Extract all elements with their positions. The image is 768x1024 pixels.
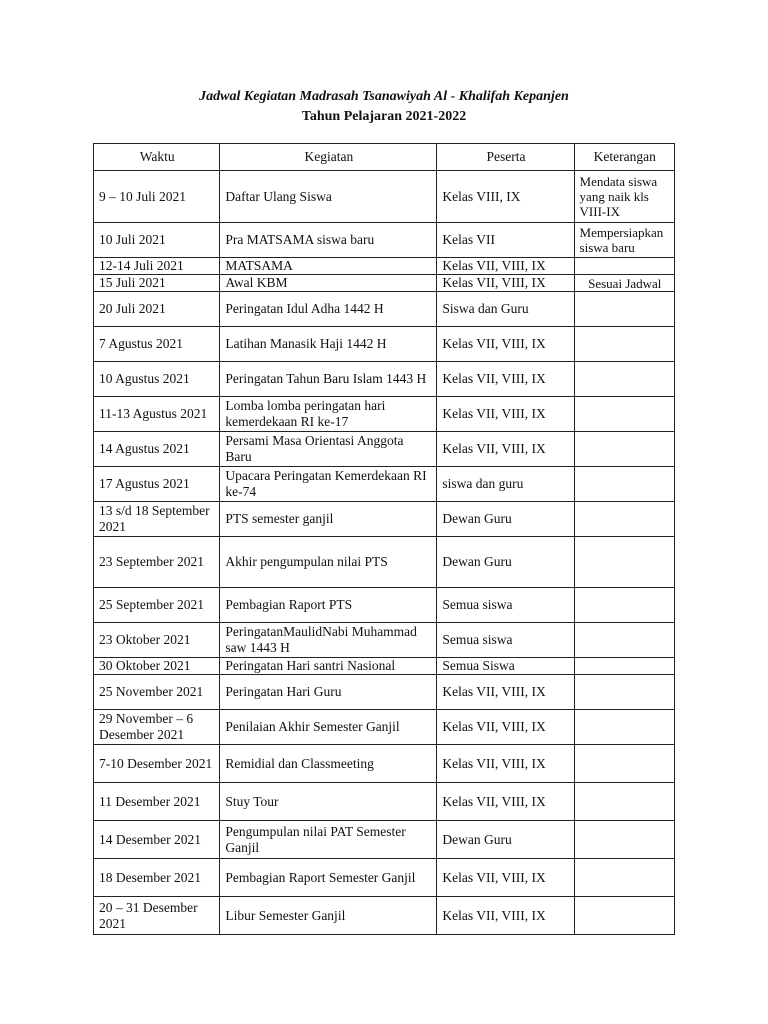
cell-kegiatan: Stuy Tour bbox=[220, 783, 437, 821]
cell-keterangan bbox=[574, 502, 674, 537]
cell-kegiatan: Peringatan Hari Guru bbox=[220, 675, 437, 710]
cell-keterangan bbox=[574, 467, 674, 502]
table-row bbox=[94, 821, 675, 859]
cell-keterangan bbox=[574, 783, 674, 821]
cell-waktu: 12-14 Juli 2021 bbox=[94, 258, 220, 275]
cell-kegiatan: Latihan Manasik Haji 1442 H bbox=[220, 327, 437, 362]
cell-peserta: Kelas VII, VIII, IX bbox=[437, 327, 574, 362]
cell-waktu: 7-10 Desember 2021 bbox=[94, 745, 220, 783]
cell-kegiatan: Peringatan Hari santri Nasional bbox=[220, 658, 437, 675]
table-row bbox=[94, 258, 675, 275]
cell-waktu: 14 Agustus 2021 bbox=[94, 432, 220, 467]
cell-kegiatan: Pembagian Raport Semester Ganjil bbox=[220, 859, 437, 897]
cell-keterangan: Mempersiapkan siswa baru bbox=[574, 223, 674, 258]
cell-peserta: Kelas VII, VIII, IX bbox=[437, 397, 574, 432]
cell-peserta: Semua siswa bbox=[437, 588, 574, 623]
table-row bbox=[94, 710, 675, 745]
header-peserta: Peserta bbox=[437, 144, 574, 171]
cell-peserta: Kelas VII, VIII, IX bbox=[437, 783, 574, 821]
table-row bbox=[94, 897, 675, 935]
cell-kegiatan: Peringatan Tahun Baru Islam 1443 H bbox=[220, 362, 437, 397]
cell-waktu: 15 Juli 2021 bbox=[94, 275, 220, 292]
cell-keterangan bbox=[574, 859, 674, 897]
cell-keterangan bbox=[574, 588, 674, 623]
cell-waktu: 11 Desember 2021 bbox=[94, 783, 220, 821]
cell-kegiatan: PeringatanMaulidNabi Muhammad saw 1443 H bbox=[220, 623, 437, 658]
table-row bbox=[94, 171, 675, 223]
cell-keterangan bbox=[574, 623, 674, 658]
cell-kegiatan: Remidial dan Classmeeting bbox=[220, 745, 437, 783]
cell-waktu: 14 Desember 2021 bbox=[94, 821, 220, 859]
cell-keterangan bbox=[574, 710, 674, 745]
cell-peserta: Siswa dan Guru bbox=[437, 292, 574, 327]
cell-peserta: Kelas VII, VIII, IX bbox=[437, 710, 574, 745]
cell-keterangan bbox=[574, 821, 674, 859]
cell-keterangan bbox=[574, 897, 674, 935]
cell-peserta: Kelas VIII, IX bbox=[437, 171, 574, 223]
cell-waktu: 11-13 Agustus 2021 bbox=[94, 397, 220, 432]
cell-peserta: Kelas VII, VIII, IX bbox=[437, 432, 574, 467]
cell-waktu: 10 Agustus 2021 bbox=[94, 362, 220, 397]
table-row bbox=[94, 362, 675, 397]
cell-waktu: 23 September 2021 bbox=[94, 537, 220, 588]
cell-waktu: 20 Juli 2021 bbox=[94, 292, 220, 327]
cell-waktu: 23 Oktober 2021 bbox=[94, 623, 220, 658]
cell-waktu: 20 – 31 Desember 2021 bbox=[94, 897, 220, 935]
cell-keterangan bbox=[574, 258, 674, 275]
cell-kegiatan: Libur Semester Ganjil bbox=[220, 897, 437, 935]
cell-peserta: Semua siswa bbox=[437, 623, 574, 658]
table-row bbox=[94, 623, 675, 658]
cell-waktu: 18 Desember 2021 bbox=[94, 859, 220, 897]
cell-kegiatan: Peringatan Idul Adha 1442 H bbox=[220, 292, 437, 327]
cell-kegiatan: Upacara Peringatan Kemerdekaan RI ke-74 bbox=[220, 467, 437, 502]
table-row bbox=[94, 588, 675, 623]
cell-kegiatan: Pra MATSAMA siswa baru bbox=[220, 223, 437, 258]
header-keterangan: Keterangan bbox=[574, 144, 674, 171]
schedule-table bbox=[93, 143, 675, 935]
cell-waktu: 10 Juli 2021 bbox=[94, 223, 220, 258]
table-row bbox=[94, 467, 675, 502]
cell-kegiatan: Awal KBM bbox=[220, 275, 437, 292]
header-waktu: Waktu bbox=[94, 144, 220, 171]
table-header-row bbox=[94, 144, 675, 171]
cell-kegiatan: PTS semester ganjil bbox=[220, 502, 437, 537]
table-row bbox=[94, 327, 675, 362]
cell-peserta: Dewan Guru bbox=[437, 537, 574, 588]
cell-kegiatan: Persami Masa Orientasi Anggota Baru bbox=[220, 432, 437, 467]
cell-keterangan bbox=[574, 362, 674, 397]
cell-peserta: Kelas VII, VIII, IX bbox=[437, 859, 574, 897]
cell-keterangan bbox=[574, 432, 674, 467]
document-subtitle: Tahun Pelajaran 2021-2022 bbox=[301, 109, 467, 124]
cell-waktu: 25 September 2021 bbox=[94, 588, 220, 623]
cell-peserta: Kelas VII, VIII, IX bbox=[437, 745, 574, 783]
cell-keterangan: Sesuai Jadwal bbox=[574, 275, 674, 292]
cell-keterangan bbox=[574, 327, 674, 362]
cell-kegiatan: Penilaian Akhir Semester Ganjil bbox=[220, 710, 437, 745]
cell-kegiatan: Daftar Ulang Siswa bbox=[220, 171, 437, 223]
table-row bbox=[94, 537, 675, 588]
cell-kegiatan: Pengumpulan nilai PAT Semester Ganjil bbox=[220, 821, 437, 859]
header-kegiatan: Kegiatan bbox=[220, 144, 437, 171]
cell-keterangan bbox=[574, 745, 674, 783]
table-row bbox=[94, 658, 675, 675]
cell-peserta: Kelas VII, VIII, IX bbox=[437, 275, 574, 292]
table-row bbox=[94, 292, 675, 327]
cell-keterangan bbox=[574, 675, 674, 710]
cell-kegiatan: Akhir pengumpulan nilai PTS bbox=[220, 537, 437, 588]
cell-waktu: 25 November 2021 bbox=[94, 675, 220, 710]
table-row bbox=[94, 783, 675, 821]
cell-peserta: Kelas VII, VIII, IX bbox=[437, 897, 574, 935]
cell-waktu: 17 Agustus 2021 bbox=[94, 467, 220, 502]
cell-peserta: Semua Siswa bbox=[437, 658, 574, 675]
cell-peserta: Kelas VII, VIII, IX bbox=[437, 362, 574, 397]
cell-peserta: Dewan Guru bbox=[437, 821, 574, 859]
cell-waktu: 9 – 10 Juli 2021 bbox=[94, 171, 220, 223]
table-row bbox=[94, 675, 675, 710]
cell-waktu: 13 s/d 18 September 2021 bbox=[94, 502, 220, 537]
table-row bbox=[94, 745, 675, 783]
table-row bbox=[94, 502, 675, 537]
cell-keterangan bbox=[574, 658, 674, 675]
cell-kegiatan: Pembagian Raport PTS bbox=[220, 588, 437, 623]
table-row bbox=[94, 432, 675, 467]
cell-keterangan bbox=[574, 397, 674, 432]
cell-peserta: siswa dan guru bbox=[437, 467, 574, 502]
cell-waktu: 30 Oktober 2021 bbox=[94, 658, 220, 675]
cell-waktu: 29 November – 6 Desember 2021 bbox=[94, 710, 220, 745]
cell-peserta: Kelas VII, VIII, IX bbox=[437, 258, 574, 275]
cell-kegiatan: Lomba lomba peringatan hari kemerdekaan RI ke-17 bbox=[220, 397, 437, 432]
table-row bbox=[94, 275, 675, 292]
cell-keterangan: Mendata siswa yang naik kls VIII-IX bbox=[574, 171, 674, 223]
table-row bbox=[94, 223, 675, 258]
document-title: Jadwal Kegiatan Madrasah Tsanawiyah Al - Khalifah Kepanjen bbox=[199, 89, 569, 104]
table-row bbox=[94, 397, 675, 432]
table-row bbox=[94, 859, 675, 897]
cell-peserta: Dewan Guru bbox=[437, 502, 574, 537]
cell-keterangan bbox=[574, 537, 674, 588]
cell-peserta: Kelas VII bbox=[437, 223, 574, 258]
cell-waktu: 7 Agustus 2021 bbox=[94, 327, 220, 362]
cell-kegiatan: MATSAMA bbox=[220, 258, 437, 275]
cell-peserta: Kelas VII, VIII, IX bbox=[437, 675, 574, 710]
cell-keterangan bbox=[574, 292, 674, 327]
